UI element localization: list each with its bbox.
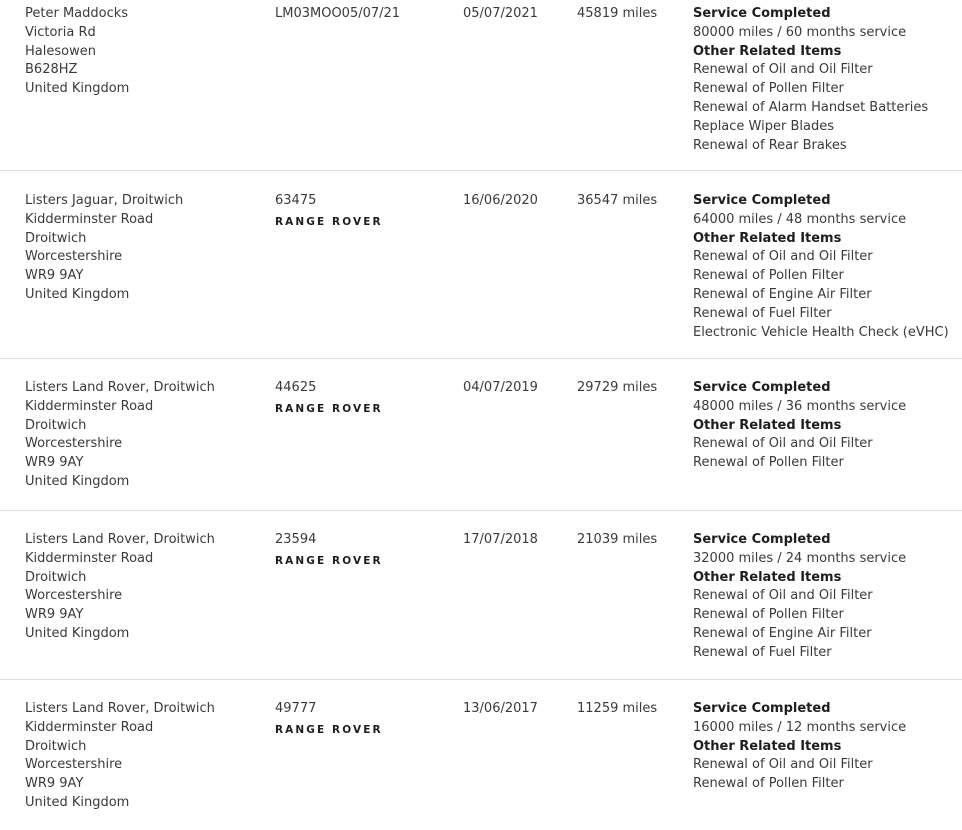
- other-items-heading: Other Related Items: [693, 417, 842, 433]
- dealer-address: [25, 5, 265, 99]
- service-mileage: 21039 miles: [577, 532, 658, 547]
- address-line: United Kingdom: [25, 794, 130, 810]
- address-line: Droitwich: [25, 738, 87, 754]
- range-rover-logo: RANGE ROVER: [275, 554, 383, 567]
- dealer-address: [25, 379, 265, 492]
- related-item: Renewal of Pollen Filter: [693, 455, 844, 471]
- related-item: Renewal of Engine Air Filter: [693, 625, 872, 641]
- related-item: Renewal of Pollen Filter: [693, 268, 844, 284]
- address-line: B628HZ: [25, 62, 78, 78]
- address-line: Droitwich: [25, 417, 87, 433]
- service-record-row: [0, 680, 962, 830]
- related-item: Electronic Vehicle Health Check (eVHC): [693, 324, 949, 340]
- service-mileage: 36547 miles: [577, 193, 658, 208]
- service-completed-heading: Service Completed: [693, 532, 831, 547]
- address-line: Droitwich: [25, 230, 87, 246]
- address-line: United Kingdom: [25, 625, 130, 641]
- service-completed-heading: Service Completed: [693, 380, 831, 395]
- service-date: 17/07/2018: [463, 532, 538, 547]
- other-items-heading: Other Related Items: [693, 569, 842, 585]
- other-items-heading: Other Related Items: [693, 738, 842, 754]
- service-record-row: [0, 171, 962, 359]
- reference-number: 63475: [275, 193, 317, 208]
- other-items-heading: Other Related Items: [693, 230, 842, 246]
- address-line: United Kingdom: [25, 81, 130, 97]
- related-item: Renewal of Pollen Filter: [693, 607, 844, 623]
- dealer-address: [25, 531, 265, 644]
- related-item: Renewal of Oil and Oil Filter: [693, 62, 873, 78]
- service-interval: 64000 miles / 48 months service: [693, 211, 907, 227]
- reference-cell: [275, 700, 450, 737]
- address-line: United Kingdom: [25, 473, 130, 489]
- reference-number: 23594: [275, 532, 317, 547]
- service-record-row: [0, 511, 962, 680]
- other-items-heading: Other Related Items: [693, 43, 842, 59]
- service-details: [693, 700, 958, 794]
- address-line: WR9 9AY: [25, 268, 84, 284]
- service-completed-heading: Service Completed: [693, 701, 831, 716]
- service-mileage: 29729 miles: [577, 380, 658, 395]
- service-interval: 32000 miles / 24 months service: [693, 550, 907, 566]
- address-line: Peter Maddocks: [25, 6, 129, 21]
- reference-number: LM03MOO05/07/21: [275, 6, 401, 21]
- service-details: [693, 379, 958, 473]
- reference-cell: [275, 531, 450, 568]
- reference-cell: [275, 5, 450, 24]
- address-line: WR9 9AY: [25, 776, 84, 792]
- service-details: [693, 5, 958, 155]
- related-item: Renewal of Oil and Oil Filter: [693, 249, 873, 265]
- reference-number: 49777: [275, 701, 317, 716]
- address-line: Kidderminster Road: [25, 211, 154, 227]
- address-line: Listers Jaguar, Droitwich: [25, 193, 184, 208]
- service-interval: 16000 miles / 12 months service: [693, 719, 907, 735]
- related-item: Renewal of Fuel Filter: [693, 644, 832, 660]
- address-line: Droitwich: [25, 569, 87, 585]
- dealer-address: [25, 700, 265, 813]
- service-date: 16/06/2020: [463, 193, 538, 208]
- address-line: Worcestershire: [25, 436, 123, 452]
- service-record-row: [0, 0, 962, 171]
- address-line: Worcestershire: [25, 757, 123, 773]
- reference-cell: [275, 379, 450, 416]
- related-item: Renewal of Engine Air Filter: [693, 286, 872, 302]
- related-item: Renewal of Rear Brakes: [693, 137, 847, 153]
- range-rover-logo: RANGE ROVER: [275, 723, 383, 736]
- address-line: Listers Land Rover, Droitwich: [25, 380, 215, 395]
- address-line: Kidderminster Road: [25, 719, 154, 735]
- address-line: WR9 9AY: [25, 607, 84, 623]
- service-details: [693, 192, 958, 342]
- related-item: Replace Wiper Blades: [693, 118, 834, 134]
- address-line: Halesowen: [25, 43, 96, 59]
- related-item: Renewal of Fuel Filter: [693, 305, 832, 321]
- address-line: United Kingdom: [25, 286, 130, 302]
- service-mileage: 45819 miles: [577, 6, 658, 21]
- address-line: Listers Land Rover, Droitwich: [25, 532, 215, 547]
- range-rover-logo: RANGE ROVER: [275, 215, 383, 228]
- related-item: Renewal of Alarm Handset Batteries: [693, 99, 929, 115]
- related-item: Renewal of Oil and Oil Filter: [693, 588, 873, 604]
- reference-cell: [275, 192, 450, 229]
- service-date: 04/07/2019: [463, 380, 538, 395]
- reference-number: 44625: [275, 380, 317, 395]
- related-item: Renewal of Oil and Oil Filter: [693, 757, 873, 773]
- address-line: Victoria Rd: [25, 24, 96, 40]
- address-line: Kidderminster Road: [25, 398, 154, 414]
- address-line: Kidderminster Road: [25, 550, 154, 566]
- service-interval: 48000 miles / 36 months service: [693, 398, 907, 414]
- related-item: Renewal of Oil and Oil Filter: [693, 436, 873, 452]
- address-line: WR9 9AY: [25, 455, 84, 471]
- address-line: Listers Land Rover, Droitwich: [25, 701, 215, 716]
- service-details: [693, 531, 958, 663]
- service-date: 13/06/2017: [463, 701, 538, 716]
- range-rover-logo: RANGE ROVER: [275, 402, 383, 415]
- service-completed-heading: Service Completed: [693, 6, 831, 21]
- service-interval: 80000 miles / 60 months service: [693, 24, 907, 40]
- address-line: Worcestershire: [25, 249, 123, 265]
- address-line: Worcestershire: [25, 588, 123, 604]
- service-record-row: [0, 359, 962, 511]
- service-completed-heading: Service Completed: [693, 193, 831, 208]
- related-item: Renewal of Pollen Filter: [693, 81, 844, 97]
- dealer-address: [25, 192, 265, 305]
- service-mileage: 11259 miles: [577, 701, 658, 716]
- related-item: Renewal of Pollen Filter: [693, 776, 844, 792]
- service-date: 05/07/2021: [463, 6, 538, 21]
